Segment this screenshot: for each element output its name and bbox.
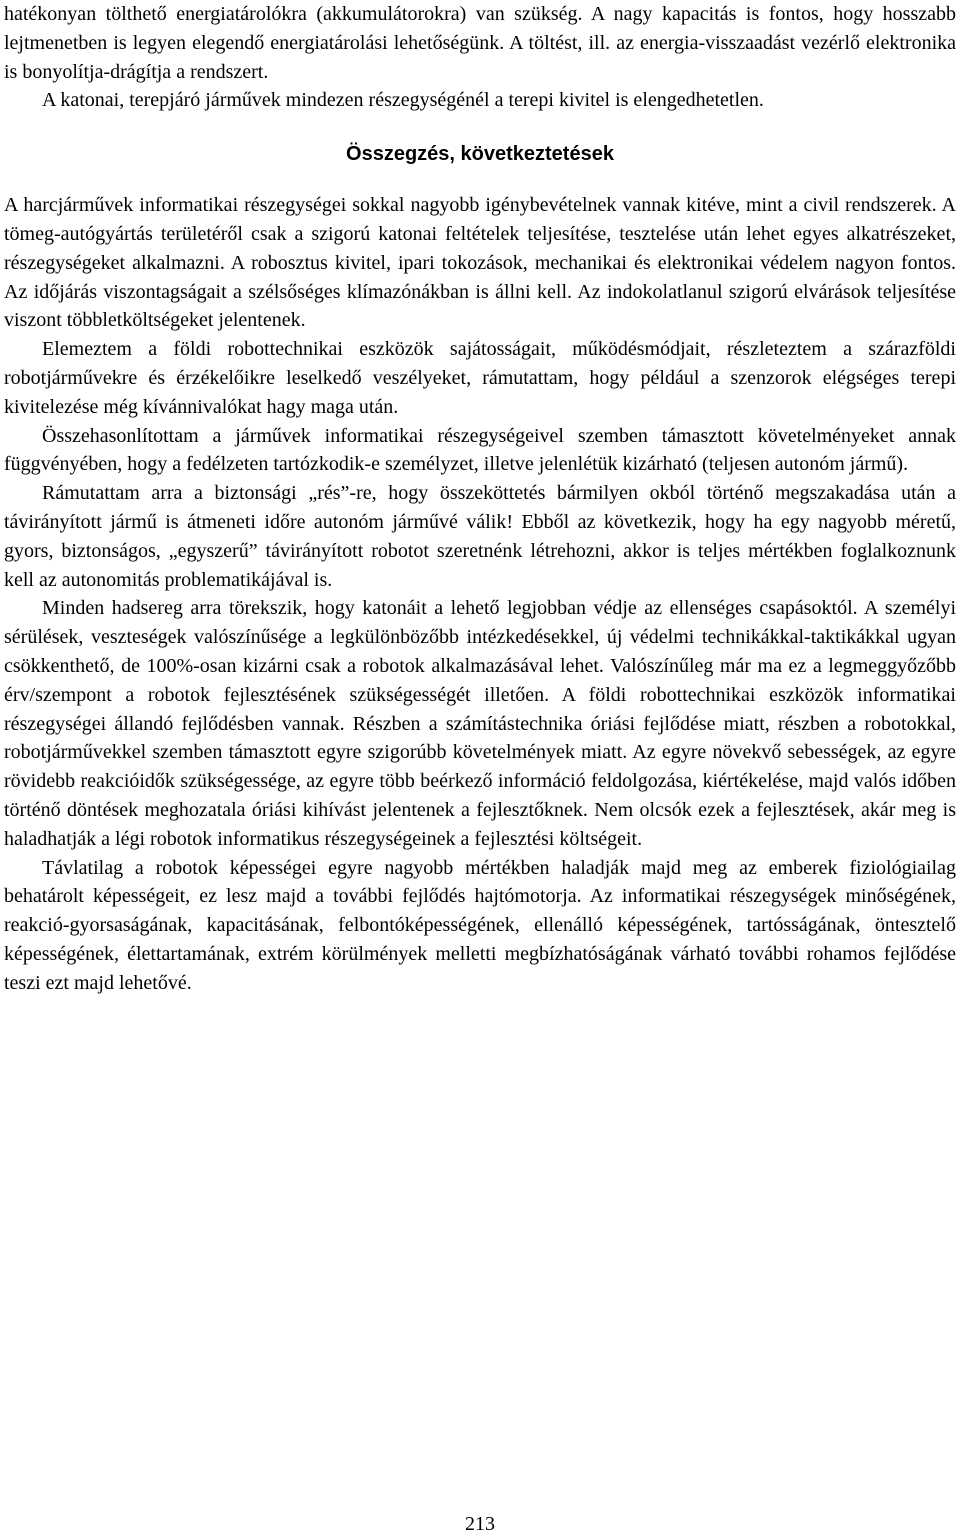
section-heading: Összegzés, következtetések xyxy=(346,143,614,166)
body-paragraph-6: Távlatilag a robotok képességei egyre nagyobb mértékben haladják majd meg az emberek fiziológiailag behatárolt képességeit, ez lesz majd a további fejlődés hajtómotorja. Az informatikai részegységek minőségének, reakció-gyorsaságának, kapacitásának, felbontóképességének, ellenálló képességének, tartósságának, öntesztelő képességének, élettartamának, extrém körülmények melletti megbízhatóságának várható további rohamos fejlődése teszi ezt majd lehetővé. xyxy=(4,856,956,994)
body-paragraph-3: Összehasonlítottam a járművek informatikai részegységeivel szemben támasztott követelményeket annak függvényében, hogy a fedélzeten tartózkodik-e személyzet, illetve jelenlétük kizárható (teljesen autonóm jármű). xyxy=(4,424,956,476)
body-paragraph-4: Rámutattam arra a biztonsági „rés”-re, hogy összeköttetés bármilyen okból történő megszakadása után a távirányított jármű is átmeneti időre autonóm járművé válik! Ebből az következik, hogy ha egy nagyobb méretű, gyors, biztonságos, „egyszerű” távirányított robotot szeretnénk létrehozni, akkor is teljes mértékben foglalkoznunk kell az autonomitás problematikájával is. xyxy=(4,482,956,591)
body-paragraph-2: Elemeztem a földi robottechnikai eszközök sajátosságait, működésmódjait, részleteztem a szárazföldi robotjárművekre és érzékelőikre leselkedő veszélyeket, rámutattam, hogy például a szenzorok elégséges terepi kivitelezése még kívánnivalókat hagy maga után. xyxy=(4,338,956,418)
intro-paragraph-2: A katonai, terepjáró járművek mindezen részegységénél a terepi kivitel is elengedhetetlen. xyxy=(42,89,764,112)
intro-paragraph-1: hatékonyan tölthető energiatárolókra (akkumulátorokra) van szükség. A nagy kapacitás is fontos, hogy hosszabb lejtmenetben is legyen elegendő energiatárolási lehetőségünk. A töltést, ill. az energia-visszaadást vezérlő elektronika is bonyolítja-drágítja a rendszert. xyxy=(4,3,956,83)
document-page xyxy=(4,0,956,998)
body-paragraph-1: A harcjárművek informatikai részegységei sokkal nagyobb igénybevételnek vannak kitéve, mint a civil rendszerek. A tömeg-autógyártás területéről csak a szigorú katonai feltételek teljesítése, tesztelése után lehet egyes alkatrészeket, részegységeket alkalmazni. A robosztus kivitel, ipari tokozások, mechanikai és elektronikai védelem nagyon fontos. Az időjárás viszontagságait a szélsőséges klímazónákban is állni kell. Az indokolatlanul szigorú elvárások teljesítése viszont többletköltségeket jelentenek. xyxy=(4,194,956,332)
page-number: 213 xyxy=(465,1513,495,1535)
body-paragraph-5: Minden hadsereg arra törekszik, hogy katonáit a lehető legjobban védje az ellenséges csapásoktól. A személyi sérülések, veszteségek valószínűsége a legkülönbözőbb intézkedésekkel, új védelmi technikákkal-taktikákkal ugyan csökkenthető, de 100%-osan kizárni csak a robotok alkalmazásával lehet. Valószínűleg már ma ez a legmeggyőzőbb érv/szempont a robotok fejlesztésének szükségességét illetően. A földi robottechnikai eszközök informatikai részegységei állandó fejlődésben vannak. Részben a számítástechnika óriási fejlődése miatt, részben a robotokkal, robotjárművekkel szemben támasztott egyre szigorúbb követelmények miatt. Az egyre növekvő sebességek, az egyre rövidebb reakcióidők szükségessége, az egyre több beérkező információ feldolgozása, kiértékelése, majd valós időben történő döntések meghozatala óriási kihívást jelentenek a fejlesztőknek. Nem olcsók ezek a fejlesztések, akár meg is haladhatják a légi robotok informatikus részegységeinek a fejlesztési költségeit. xyxy=(4,597,956,850)
